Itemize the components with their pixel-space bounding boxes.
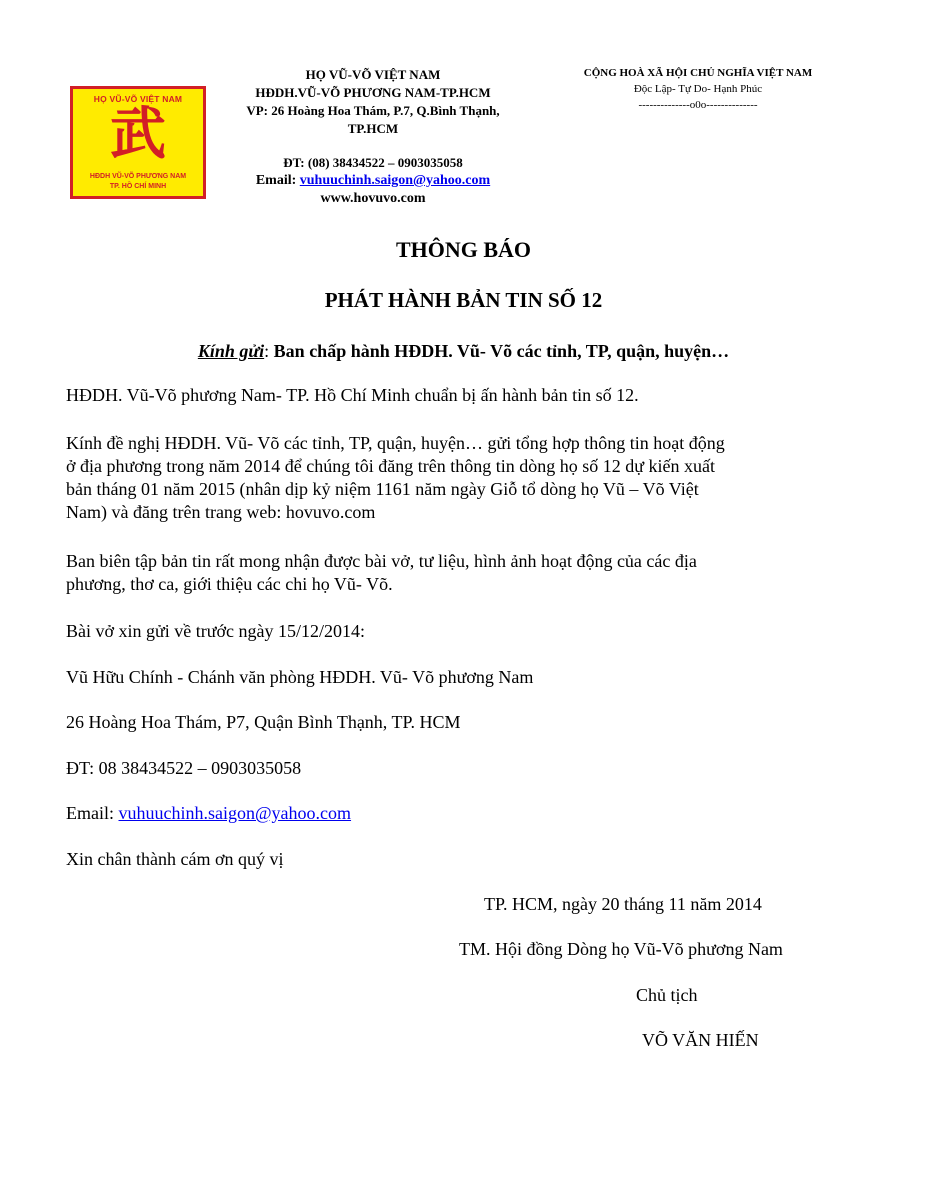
- recipient-line: [0, 341, 927, 362]
- contact-address: 26 Hoàng Hoa Thám, P7, Quận Bình Thạnh, TP. HCM: [66, 712, 461, 732]
- paragraph-1: HĐDH. Vũ-Võ phương Nam- TP. Hồ Chí Minh chuẩn bị ấn hành bản tin số 12.: [66, 385, 639, 405]
- logo-bottom-text: [73, 172, 203, 192]
- logo-bottom-line2: TP. HỒ CHÍ MINH: [109, 183, 167, 190]
- recipient-colon: :: [264, 341, 274, 361]
- paragraph-3: [66, 550, 856, 596]
- paragraph-2: [66, 432, 856, 524]
- logo: [70, 86, 206, 199]
- closing-line: Xin chân thành cám ơn quý vị: [66, 849, 284, 869]
- org-email-line: [214, 172, 532, 190]
- document-subtitle: PHÁT HÀNH BẢN TIN SỐ 12: [324, 288, 603, 312]
- org-city: TP.HCM: [347, 121, 399, 136]
- org-address: VP: 26 Hoàng Hoa Thám, P.7, Q.Bình Thạnh,: [246, 103, 500, 118]
- paragraph-3-line: Ban biên tập bản tin rất mong nhận được bài vở, tư liệu, hình ảnh hoạt động của các địa: [66, 551, 697, 571]
- contact-phone: ĐT: 08 38434522 – 0903035058: [66, 758, 302, 778]
- nation-name: CỘNG HOÀ XÃ HỘI CHỦ NGHĨA VIỆT NAM: [583, 67, 813, 79]
- logo-character: 武: [110, 102, 166, 167]
- org-email-label: Email:: [255, 173, 300, 188]
- deadline-line: Bài vở xin gửi về trước ngày 15/12/2014:: [66, 621, 366, 641]
- org-name: HỌ VŨ-VÕ VIỆT NAM: [305, 67, 441, 82]
- contact-email-line: [66, 802, 856, 825]
- logo-top-text: HỌ VŨ-VÕ VIỆT NAM: [93, 94, 183, 104]
- recipient-text: Ban chấp hành HĐDH. Vũ- Võ các tỉnh, TP, quận, huyện…: [273, 341, 730, 361]
- signature-date: TP. HCM, ngày 20 tháng 11 năm 2014: [484, 894, 762, 914]
- paragraph-2-line: Nam) và đăng trên trang web: hovuvo.com: [66, 502, 376, 522]
- paragraph-2-line: Kính đề nghị HĐDH. Vũ- Võ các tỉnh, TP, quận, huyện… gửi tổng hợp thông tin hoạt động: [66, 433, 725, 453]
- organization-header: [214, 66, 532, 208]
- org-branch: HĐDH.VŨ-VÕ PHƯƠNG NAM-TP.HCM: [255, 85, 491, 100]
- header-divider: --------------o0o--------------: [638, 99, 758, 111]
- national-header: [548, 65, 848, 113]
- contact-email-link[interactable]: vuhuuchinh.saigon@yahoo.com: [118, 803, 352, 823]
- org-email-link[interactable]: vuhuuchinh.saigon@yahoo.com: [299, 173, 491, 188]
- signature-role: Chủ tịch: [636, 985, 698, 1005]
- logo-bottom-line1: HĐDH VŨ-VÕ PHƯƠNG NAM: [89, 173, 187, 180]
- org-phone: ĐT: (08) 38434522 – 0903035058: [283, 155, 463, 170]
- paragraph-2-line: ở địa phương trong năm 2014 để chúng tôi đăng trên thông tin dòng họ số 12 dự kiến xuất: [66, 456, 715, 476]
- contact-email-label: Email:: [66, 803, 119, 823]
- contact-name: Vũ Hữu Chính - Chánh văn phòng HĐDH. Vũ- Võ phương Nam: [66, 667, 534, 687]
- signature-name: VÕ VĂN HIẾN: [642, 1030, 759, 1050]
- paragraph-3-line: phương, thơ ca, giới thiệu các chi họ Vũ- Võ.: [66, 574, 393, 594]
- paragraph-2-line: bản tháng 01 năm 2015 (nhân dịp kỷ niệm 1161 năm ngày Giỗ tổ dòng họ Vũ – Võ Việt: [66, 479, 699, 499]
- org-website: www.hovuvo.com: [320, 191, 426, 206]
- document-title: THÔNG BÁO: [395, 237, 532, 262]
- recipient-label: Kính gửi: [197, 341, 265, 361]
- signature-organization: TM. Hội đồng Dòng họ Vũ-Võ phương Nam: [459, 939, 783, 959]
- national-motto: Độc Lập- Tự Do- Hạnh Phúc: [633, 83, 763, 95]
